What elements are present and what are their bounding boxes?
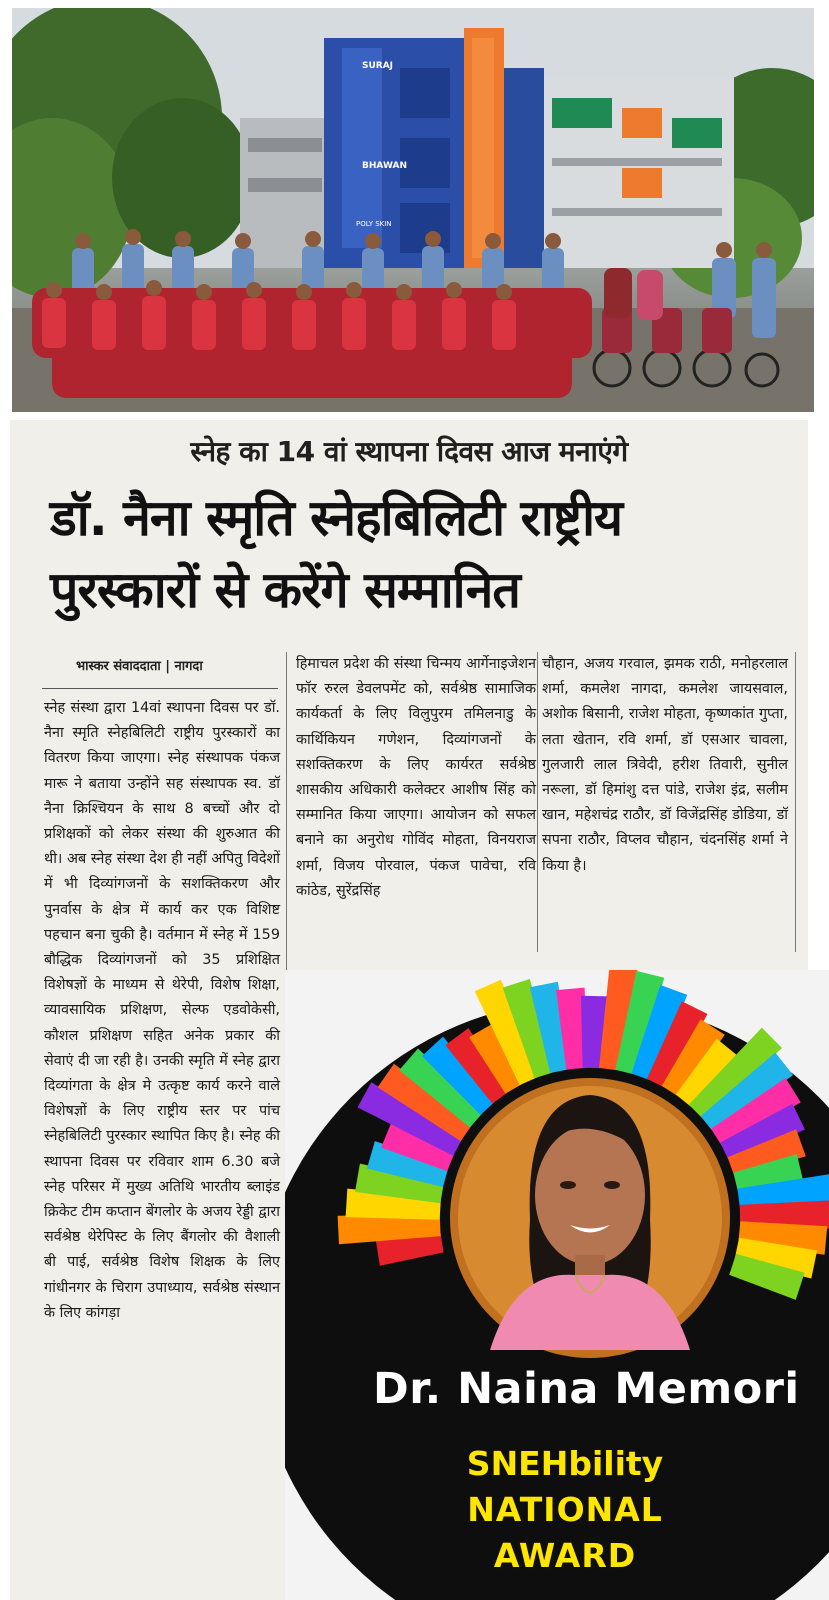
- sign-text-4: BHAWAN: [362, 161, 407, 171]
- article-headline: [50, 482, 790, 626]
- award-subtitle-snehbility: SNEHbility: [466, 1444, 664, 1483]
- award-graphic: [285, 970, 829, 1600]
- column-divider-2: [537, 652, 538, 952]
- award-subtitle-national: NATIONAL: [467, 1490, 663, 1529]
- column-divider-3: [795, 652, 796, 952]
- group-photo: [12, 8, 814, 415]
- article-byline: भास्कर संवाददाता | नागदा: [76, 659, 203, 674]
- award-title: Dr. Naina Memori: [373, 1364, 800, 1414]
- article-kicker: स्नेह का 14 वां स्थापना दिवस आज मनाएंगे: [190, 435, 628, 468]
- article-column-3: चौहान, अजय गरवाल, झमक राठी, मनोहरलाल शर्मा, कमलेश नागदा, कमलेश जायसवाल, अशोक बिसानी, राजेश मोहता, कृष्णकांत गुप्ता, लता खेतान, रवि शर्मा, डॉ एसआर चावला, गुलजारी लाल त्रिवेदी, हरीश तिवारी, सुनील नरूला, डॉ हिमांशु दत्त पांडे, राजेश इंद्र, सलीम खान, महेशचंद्र राठौर, डॉ विजेंद्रसिंह डोडिया, डॉ सपना राठौर, विप्लव चौहान, चंदनसिंह शर्मा ने किया है।: [542, 656, 793, 874]
- article-column-2: हिमाचल प्रदेश की संस्था चिन्मय आर्गेनाइजेशन फॉर रुरल डेवलपमेंट को, सर्वश्रेष्ठ सामाजिक कार्यकर्ता के लिए विलुपुरम तमिलनाडु के कार्थिकियन गणेशन, दिव्यांगजनों के सशक्तिकरण के लिए कार्यरत सर्वश्रेष्ठ शासकीय अधिकारी कलेक्टर आशीष सिंह को सम्मानित किया जाएगा। आयोजन को सफल बनाने का अनुरोध गोविंद मोहता, विनयराज शर्मा, विजय पोरवाल, पंकज पावेचा, रवि कांठेड, सुरेंद्रसिंह: [296, 656, 541, 899]
- group-photo-illustration: [12, 8, 814, 412]
- headline-line-2: पुरस्कारों से करेंगे सम्मानित: [50, 561, 520, 619]
- sign-text-5: POLY SKIN: [356, 220, 392, 228]
- headline-line-1: डॉ. नैना स्मृति स्नेहबिलिटी राष्ट्रीय: [50, 489, 623, 547]
- sign-text-1: SURAJ: [362, 61, 394, 71]
- award-subtitle-award: AWARD: [493, 1536, 637, 1575]
- byline-divider: [42, 688, 278, 689]
- article-column-1: स्नेह संस्था द्वारा 14वां स्थापना दिवस पर डॉ. नैना स्मृति स्नेहबिलिटी राष्ट्रीय पुरस्कारों का वितरण किया जाएगा। स्नेह संस्थापक पंकज मारू ने बताया उन्होंने सह संस्थापक स्व. डॉ नैना क्रिश्चियन के साथ 8 बच्चों और दो प्रशिक्षकों को लेकर संस्था की शुरुआत की थी। अब स्नेह संस्था देश ही नहीं अपितु विदेशों में भी दिव्यांगजनों के सशक्तिकरण और पुनर्वास के क्षेत्र में कार्य कर एक विशिष्ट पहचान बना चुकी है। वर्तमान में स्नेह में 159 बौद्धिक दिव्यांगजनों को 35 प्रशिक्षित विशेषज्ञों के माध्यम से थेरेपी, विशेष शिक्षा, व्यावसायिक प्रशिक्षण, सेल्फ एडवोकेसी, कौशल प्रशिक्षण सहित अनेक प्रकार की सेवाएं दी जा रही है। उनकी स्मृति में स्नेह द्वारा दिव्यांगता के क्षेत्र मे उत्कृष्ट कार्य करने वाले विशेषज्ञों के लिए राष्ट्रीय स्तर पर पांच स्नेहबिलिटी पुरस्कार स्थापित किए है। स्नेह की स्थापना दिवस पर रविवार शाम 6.30 बजे स्नेह परिसर में मुख्य अतिथि भारतीय ब्लाइंड क्रिकेट टीम कप्तान बेंगलोर के अजय रेड्डी द्वारा सर्वश्रेष्ठ थेरेपिस्ट के लिए बैंगलोर की वैशाली बी पाई, सर्वश्रेष्ठ विशेष शिक्षक के लिए गांधीनगर के चिराग उपाध्याय, सर्वश्रेष्ठ संस्थान के लिए कांगड़ा: [44, 700, 285, 1321]
